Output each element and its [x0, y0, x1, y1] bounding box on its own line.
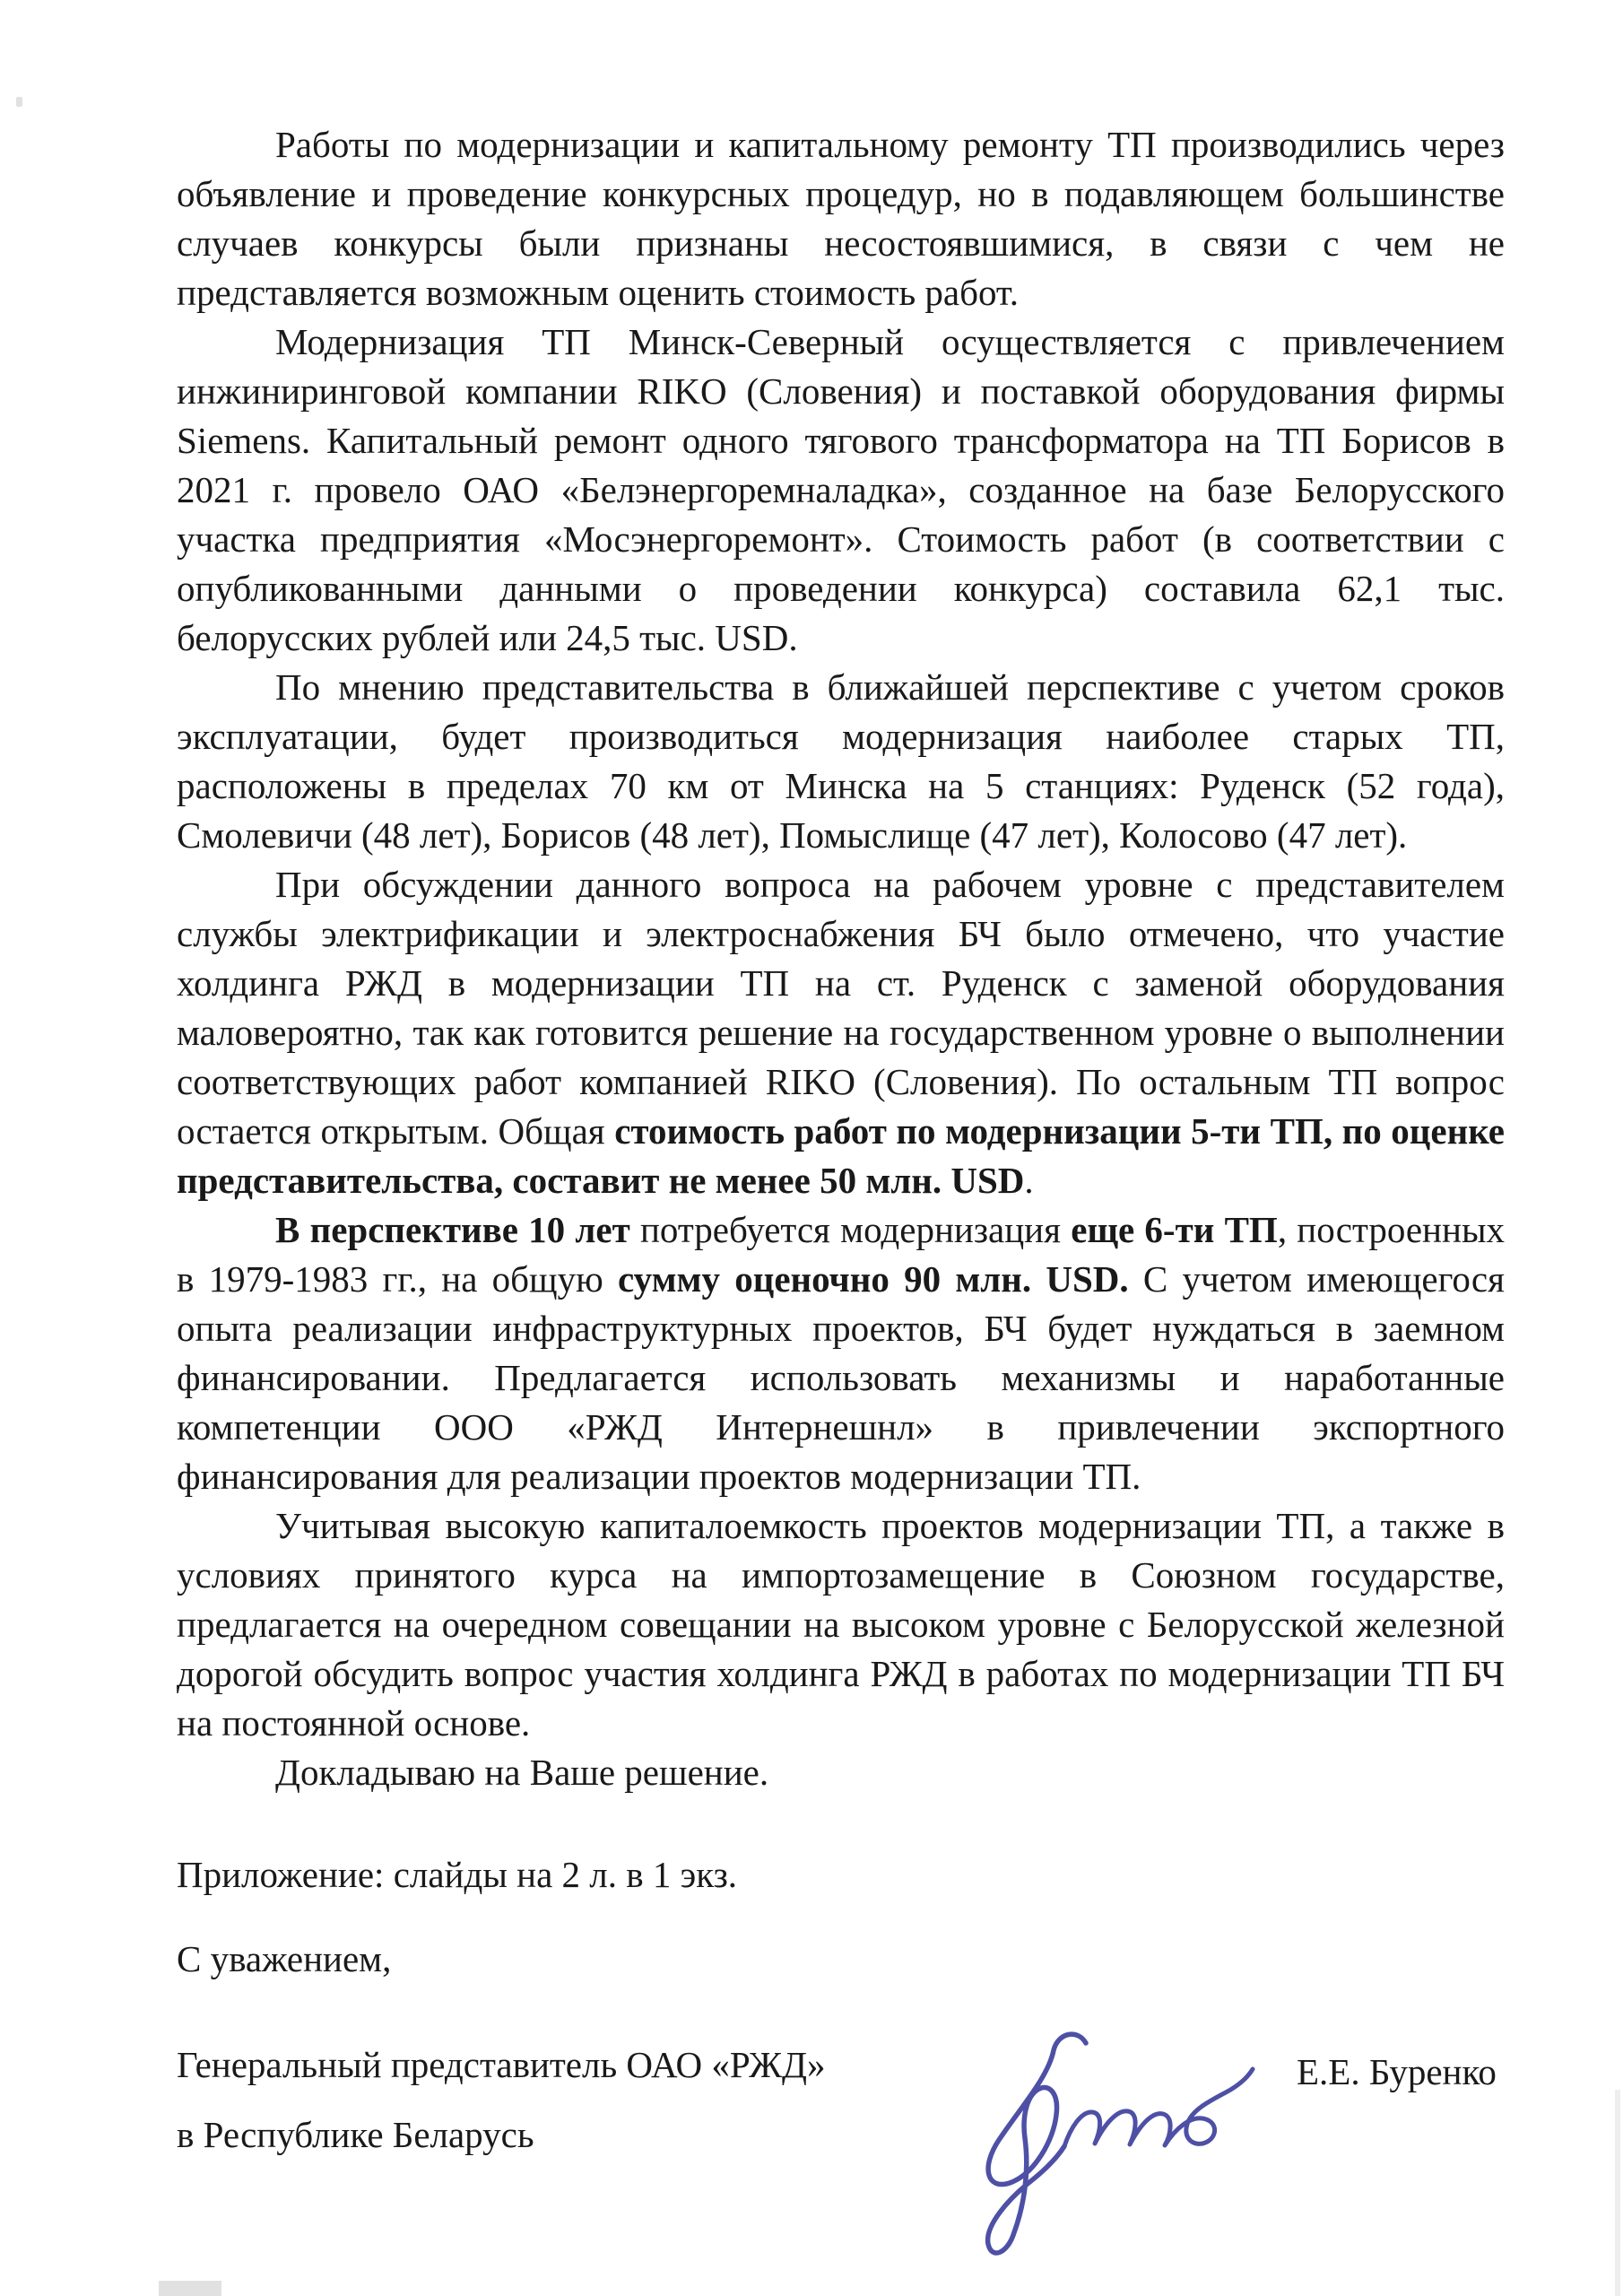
paragraph	[177, 317, 1505, 663]
signer-name: Е.Е. Буренко	[1297, 2051, 1497, 2092]
text-run: Учитывая высокую капиталоемкость проектов модернизации ТП, а также в условиях принятого курса на импортозамещение в Союзном государстве, предлагается на очередном совещании на высоком уровне с Белорусской железной дорогой обсудить вопрос участия холдинга РЖД в работах по модернизации ТП БЧ на постоянной основе.	[177, 1505, 1505, 1744]
attachment-line: Приложение: слайды на 2 л. в 1 экз.	[177, 1854, 738, 1895]
text-run: , построенных в 1979-1983 гг., на общую	[177, 1209, 1505, 1300]
signature-stroke-flourish	[1064, 2069, 1253, 2146]
text-run: .	[1024, 1160, 1034, 1201]
letter-body	[177, 120, 1505, 1797]
text-run: Докладываю на Ваше решение.	[275, 1752, 769, 1793]
text-run: По мнению представительства в ближайшей перспективе с учетом сроков эксплуатации, будет производиться модернизация наиболее старых ТП, расположены в пределах 70 км от Минска на 5 станциях: Руденск (52 года), Смолевичи (48 лет), Борисов (48 лет), Помыслище (47 лет), Колосово (47 лет).	[177, 666, 1505, 856]
handwritten-signature	[968, 2023, 1273, 2283]
scan-artifact	[16, 97, 22, 107]
paragraph	[177, 1205, 1505, 1501]
scan-artifact	[1615, 2090, 1620, 2296]
signer-title	[177, 2030, 825, 2170]
text-run: С учетом имеющегося опыта реализации инфраструктурных проектов, БЧ будет нуждаться в заемном финансировании. Предлагается использовать механизмы и наработанные компетенции ООО «РЖД Интернешнл» в привлечении экспортного финансирования для реализации проектов модернизации ТП.	[177, 1258, 1505, 1497]
closing-salutation: С уважением,	[177, 1938, 392, 1979]
text-run: Работы по модернизации и капитальному ремонту ТП производились через объявление и проведение конкурсных процедур, но в подавляющем большинстве случаев конкурсы были признаны несостоявшимися, в связи с чем не представляется возможным оценить стоимость работ.	[177, 124, 1505, 313]
text-run: Модернизация ТП Минск-Северный осуществляется с привлечением инжиниринговой компании RIKO (Словения) и поставкой оборудования фирмы Siemens. Капитальный ремонт одного тягового трансформатора на ТП Борисов в 2021 г. провело ОАО «Белэнергоремналадка», созданное на базе Белорусского участка предприятия «Мосэнергоремонт». Стоимость работ (в соответствии с опубликованными данными о проведении конкурса) составила 62,1 тыс. белорусских рублей или 24,5 тыс. USD.	[177, 321, 1505, 658]
text-run: потребуется модернизация	[629, 1209, 1072, 1250]
signature-stroke-main	[988, 2034, 1086, 2253]
paragraph	[177, 663, 1505, 860]
paragraph	[177, 120, 1505, 317]
signer-title-line1: Генеральный представитель ОАО «РЖД»	[177, 2044, 826, 2085]
bold-text-run: стоимость работ по модернизации 5-ти ТП, по оценке представительства, составит не менее 50 млн. USD	[177, 1110, 1505, 1201]
paragraph	[177, 1501, 1505, 1748]
text-run: При обсуждении данного вопроса на рабочем уровне с представителем службы электрификации и электроснабжения БЧ было отмечено, что участие холдинга РЖД в модернизации ТП на ст. Руденск с заменой оборудования маловероятно, так как готовится решение на государственном уровне о выполнении соответствующих работ компанией RIKO (Словения). По остальным ТП вопрос остается открытым. Общая	[177, 864, 1505, 1152]
bold-text-run: еще 6-ти ТП	[1071, 1209, 1278, 1250]
signer-title-line2: в Республике Беларусь	[177, 2114, 534, 2155]
bold-text-run: В перспективе 10 лет	[275, 1209, 630, 1250]
paragraph	[177, 1748, 1505, 1797]
paragraph	[177, 860, 1505, 1205]
scan-artifact	[159, 2281, 221, 2296]
bold-text-run: сумму оценочно 90 млн. USD.	[617, 1258, 1129, 1300]
